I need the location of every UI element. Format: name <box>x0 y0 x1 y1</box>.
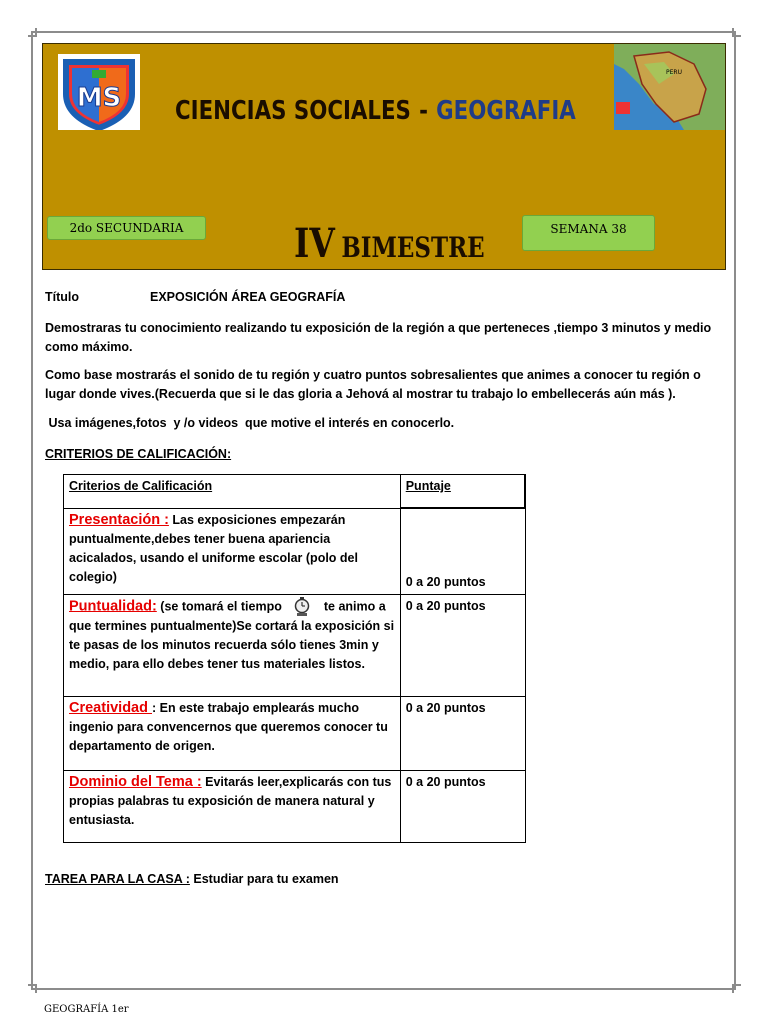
corner-mark <box>28 984 37 993</box>
tarea-label: TAREA PARA LA CASA : <box>45 872 190 886</box>
criteria-text: Evitarás leer,explicarás con tus propias palabras tu exposición de manera natural y entusiasta. <box>69 774 392 827</box>
titulo-value: EXPOSICIÓN ÁREA GEOGRAFÍA <box>150 290 346 304</box>
table-row <box>64 696 526 770</box>
stopwatch-icon <box>294 597 310 617</box>
title-ciencias: CIENCIAS SOCIALES <box>175 96 411 126</box>
corner-mark <box>732 28 741 37</box>
title-geografia: GEOGRAFIA <box>436 96 576 126</box>
bimestre-title <box>294 220 485 268</box>
titulo-row <box>45 290 346 304</box>
criteria-cell <box>64 508 401 594</box>
week-badge: SEMANA 38 <box>522 215 655 251</box>
criteria-cell <box>64 594 401 696</box>
tarea-row <box>45 872 339 886</box>
criteria-text: : En este trabajo emplearás mucho ingenio para convencernos que queremos conocer tu departamento de origen. <box>69 700 388 753</box>
titulo-label: Título <box>45 290 80 304</box>
table-row <box>64 770 526 842</box>
grade-badge: 2do SECUNDARIA <box>47 216 206 240</box>
page-title <box>175 96 576 136</box>
points-cell: 0 a 20 puntos <box>400 770 525 842</box>
table-header-row <box>64 475 526 509</box>
paragraph-1: Demostraras tu conocimiento realizando tu exposición de la región a que perteneces ,tiempo 3 minutos y medio como máximo. <box>45 321 712 354</box>
tarea-value: Estudiar para tu examen <box>189 872 339 886</box>
header-puntaje: Puntaje <box>400 475 525 509</box>
criteria-name: Presentación : <box>69 511 169 528</box>
points-cell: 0 a 20 puntos <box>400 696 525 770</box>
corner-mark <box>28 28 37 37</box>
header-banner <box>42 43 726 270</box>
criterios-heading: CRITERIOS DE CALIFICACIÓN: <box>45 447 232 461</box>
logo-text: MS <box>76 83 122 113</box>
points-cell: 0 a 20 puntos <box>400 594 525 696</box>
paragraph-3: Usa imágenes,fotos y /o videos que motive el interés en conocerlo. <box>45 416 455 430</box>
bimestre-word: BIMESTRE <box>341 231 485 264</box>
map-label: PERU <box>666 69 682 76</box>
paragraph-2: Como base mostrarás el sonido de tu región y cuatro puntos sobresalientes que animes a conocer tu región o lugar donde vives.(Recuerda que si le das gloria a Jehová al mostrar tu trabajo lo embellecerás aún más ). <box>45 368 701 401</box>
table-row <box>64 508 526 594</box>
criteria-cell <box>64 696 401 770</box>
bimestre-number: IV <box>294 220 335 267</box>
table-row <box>64 594 526 696</box>
points-cell: 0 a 20 puntos <box>400 508 525 594</box>
title-dash: - <box>419 96 428 126</box>
criteria-table <box>63 474 526 843</box>
criteria-name: Creatividad <box>69 699 152 716</box>
school-logo <box>58 54 140 130</box>
criteria-name: Puntualidad: <box>69 597 157 614</box>
criteria-cell <box>64 770 401 842</box>
header-criterios: Criterios de Calificación <box>64 475 401 509</box>
criteria-text: Las exposiciones empezarán puntualmente,debes tener buena apariencia acicalados, usando el uniforme escolar (polo del colegio) <box>69 512 358 584</box>
peru-map-image <box>614 44 725 130</box>
page-footer: GEOGRAFÍA 1er <box>44 1004 129 1015</box>
criteria-name: Dominio del Tema : <box>69 773 202 790</box>
criteria-text-before: (se tomará el tiempo <box>156 598 282 613</box>
criteria-text-after: te animo a que termines puntualmente)Se cortará la exposición si te pasas de los minutos recuerda sólo tienes 3min y medio, para ello debes tener tus materiales listos. <box>69 598 395 671</box>
corner-mark <box>732 984 741 993</box>
